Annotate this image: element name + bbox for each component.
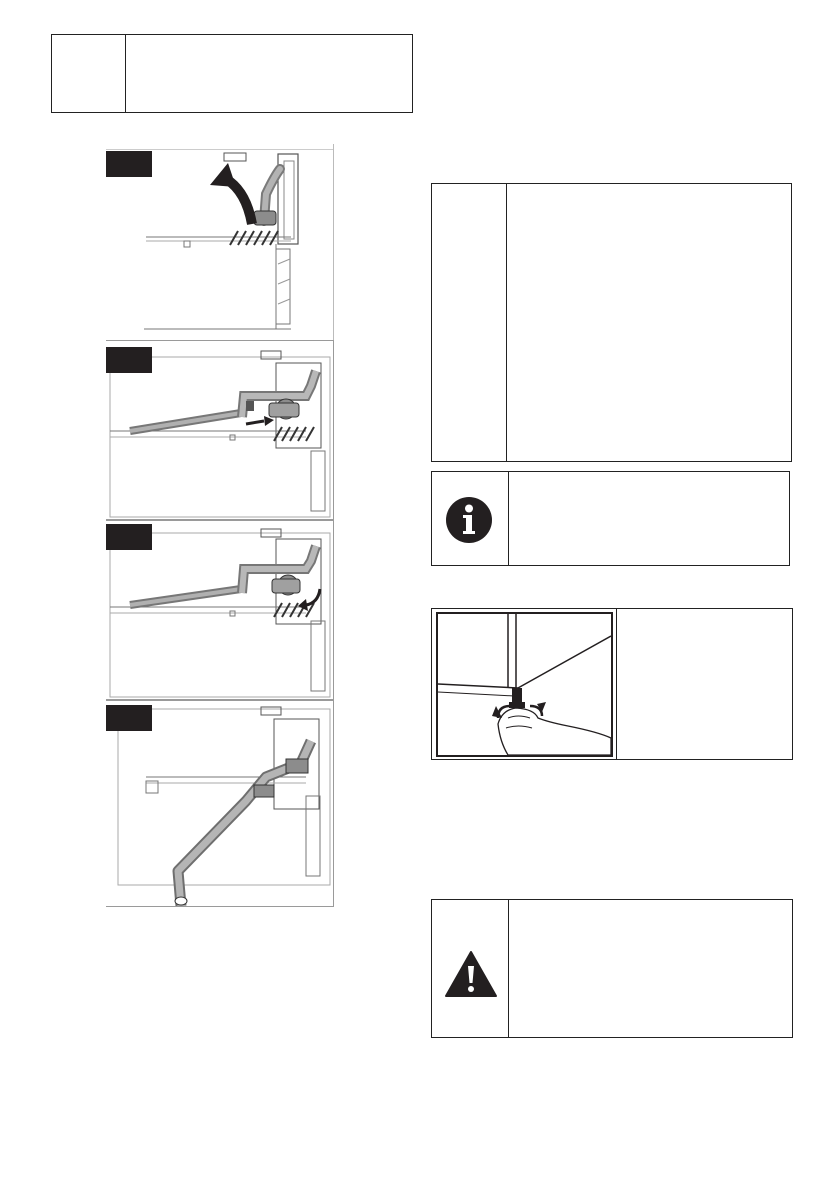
info-icon xyxy=(445,496,493,544)
warning-icon xyxy=(444,950,498,998)
step-2-badge xyxy=(106,347,152,373)
foot-adjust-divider xyxy=(616,609,617,759)
step-1-illustration xyxy=(106,149,333,340)
top-table-divider xyxy=(125,35,126,112)
warning-note xyxy=(431,899,793,1038)
step-4-badge xyxy=(106,705,152,731)
arrow-right-icon xyxy=(246,416,274,426)
info-note-divider xyxy=(508,472,509,565)
warning-note-divider xyxy=(508,900,509,1037)
step-4-illustration xyxy=(106,700,334,907)
top-table xyxy=(51,34,413,113)
right-table xyxy=(431,183,792,462)
info-note xyxy=(431,471,790,566)
foot-adjust-panel xyxy=(431,608,793,760)
right-table-divider xyxy=(506,184,507,461)
step-1-badge xyxy=(106,151,152,177)
column-rule xyxy=(333,144,334,340)
curved-arrow-down-icon xyxy=(306,589,320,605)
foot-adjust-illustration xyxy=(436,612,613,757)
step-3-badge xyxy=(106,524,152,550)
